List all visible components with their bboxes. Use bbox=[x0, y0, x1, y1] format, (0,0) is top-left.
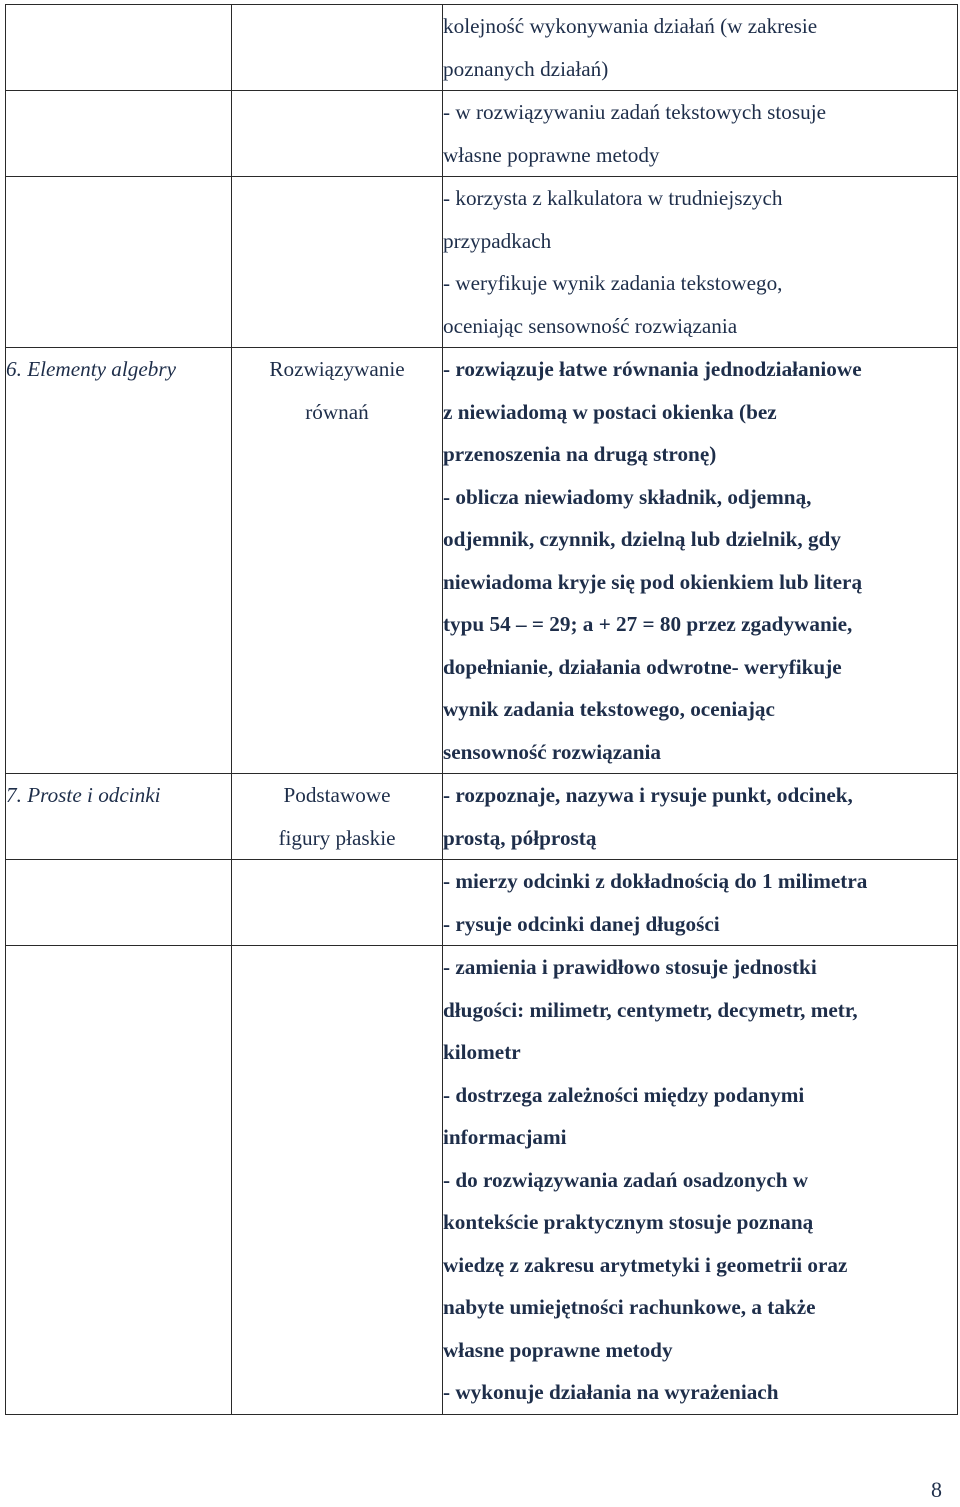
cell-line: 7. Proste i odcinki bbox=[6, 783, 161, 807]
table-cell-requirements bbox=[443, 177, 958, 348]
cell-line: 6. Elementy algebry bbox=[6, 357, 177, 381]
cell-line: - mierzy odcinki z dokładnością do 1 milimetra bbox=[443, 869, 868, 893]
table-cell-topic bbox=[6, 946, 232, 1415]
table-cell-subject bbox=[232, 946, 443, 1415]
cell-line: - rozwiązuje łatwe równania jednodziałaniowe bbox=[443, 357, 862, 381]
table-cell-subject bbox=[232, 348, 443, 774]
cell-line: - oblicza niewiadomy składnik, odjemną, bbox=[443, 484, 812, 509]
table-cell-topic bbox=[6, 177, 232, 348]
cell-line: kolejność wykonywania działań (w zakresie bbox=[443, 14, 818, 38]
table-cell-requirements bbox=[443, 5, 958, 91]
cell-line: przenoszenia na drugą stronę) bbox=[443, 442, 717, 466]
cell-line: - rozpoznaje, nazywa i rysuje punkt, odcinek, bbox=[443, 783, 853, 807]
table-cell-requirements bbox=[443, 860, 958, 946]
cell-line: prostą, półprostą bbox=[443, 825, 597, 850]
table-row bbox=[6, 946, 958, 1415]
table-cell-requirements bbox=[443, 91, 958, 177]
cell-line: Rozwiązywanie bbox=[269, 357, 405, 381]
cell-line: nabyte umiejętności rachunkowe, a także bbox=[443, 1295, 816, 1319]
cell-line: - zamienia i prawidłowo stosuje jednostki bbox=[443, 955, 817, 979]
cell-line: wynik zadania tekstowego, oceniając bbox=[443, 697, 775, 721]
cell-line: kontekście praktycznym stosuje poznaną bbox=[443, 1210, 814, 1234]
cell-line: równań bbox=[305, 399, 369, 424]
cell-line: - weryfikuje wynik zadania tekstowego, bbox=[443, 271, 783, 295]
table-cell-subject bbox=[232, 860, 443, 946]
cell-line: - w rozwiązywaniu zadań tekstowych stosuje bbox=[443, 100, 827, 124]
table-cell-requirements bbox=[443, 348, 958, 774]
table-cell-subject bbox=[232, 774, 443, 860]
table-row bbox=[6, 774, 958, 860]
cell-line: - rysuje odcinki danej długości bbox=[443, 911, 720, 936]
cell-line: typu 54 – = 29; a + 27 = 80 przez zgadywanie, bbox=[443, 612, 853, 636]
table-cell-requirements bbox=[443, 946, 958, 1415]
table-cell-topic bbox=[6, 5, 232, 91]
table-cell-requirements bbox=[443, 774, 958, 860]
cell-line: z niewiadomą w postaci okienka (bez bbox=[443, 399, 777, 424]
table-cell-topic bbox=[6, 348, 232, 774]
cell-line: - dostrzega zależności między podanymi bbox=[443, 1082, 805, 1107]
cell-line: długości: milimetr, centymetr, decymetr, metr, bbox=[443, 997, 858, 1022]
table-row bbox=[6, 348, 958, 774]
cell-line: oceniając sensowność rozwiązania bbox=[443, 313, 738, 338]
cell-line: kilometr bbox=[443, 1040, 521, 1064]
cell-line: Podstawowe bbox=[283, 783, 391, 807]
cell-line: poznanych działań) bbox=[443, 56, 609, 81]
table-cell-topic bbox=[6, 774, 232, 860]
cell-line: dopełnianie, działania odwrotne- weryfikuje bbox=[443, 654, 842, 679]
table-row bbox=[6, 5, 958, 91]
curriculum-table bbox=[5, 4, 958, 1415]
table-row bbox=[6, 860, 958, 946]
cell-line: informacjami bbox=[443, 1125, 567, 1149]
cell-line: figury płaskie bbox=[278, 825, 396, 850]
cell-line: - wykonuje działania na wyrażeniach bbox=[443, 1380, 779, 1404]
cell-line: - korzysta z kalkulatora w trudniejszych bbox=[443, 186, 783, 210]
cell-line: własne poprawne metody bbox=[443, 142, 660, 167]
cell-line: odjemnik, czynnik, dzielną lub dzielnik, gdy bbox=[443, 527, 841, 551]
cell-line: wiedzę z zakresu arytmetyki i geometrii oraz bbox=[443, 1252, 848, 1277]
cell-line: - do rozwiązywania zadań osadzonych w bbox=[443, 1167, 809, 1192]
cell-line: własne poprawne metody bbox=[443, 1337, 673, 1362]
cell-line: przypadkach bbox=[443, 228, 552, 253]
table-row bbox=[6, 177, 958, 348]
table-cell-subject bbox=[232, 91, 443, 177]
table-cell-topic bbox=[6, 91, 232, 177]
page-number: 8 bbox=[931, 1477, 942, 1502]
cell-line: sensowność rozwiązania bbox=[443, 739, 661, 764]
table-cell-subject bbox=[232, 177, 443, 348]
cell-line: niewiadoma kryje się pod okienkiem lub literą bbox=[443, 569, 863, 594]
table-cell-topic bbox=[6, 860, 232, 946]
table-cell-subject bbox=[232, 5, 443, 91]
table-row bbox=[6, 91, 958, 177]
